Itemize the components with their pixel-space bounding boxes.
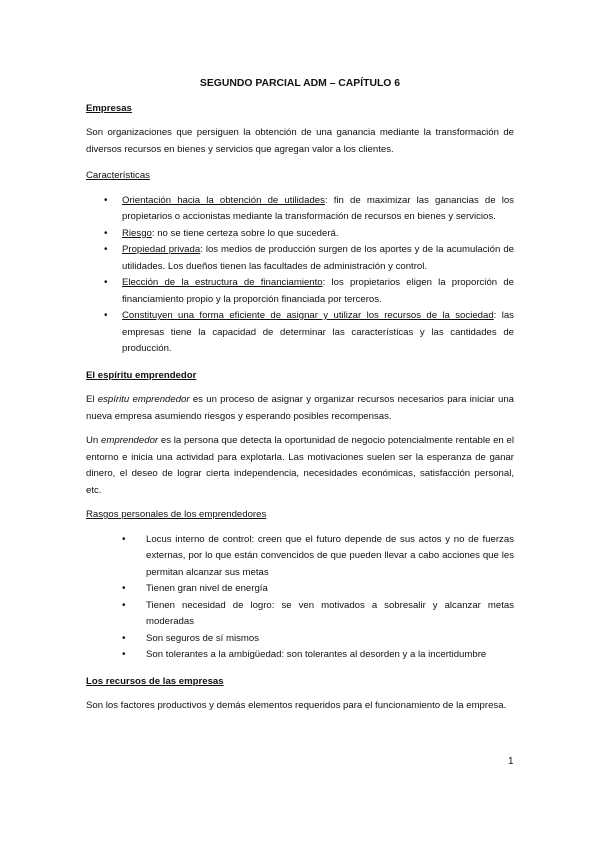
- list-item: [86, 631, 514, 648]
- heading-empresas: Empresas: [86, 102, 132, 114]
- item-text: : los propietarios eligen la proporción de financiamiento propio y la proporción financiada por terceros.: [122, 277, 514, 305]
- bullet-icon: •: [122, 599, 126, 611]
- bullet-icon: •: [104, 244, 108, 255]
- list-item: [86, 532, 514, 582]
- emphasis-term: emprendedor: [101, 435, 159, 446]
- bullet-icon: •: [104, 227, 108, 239]
- item-term: Riesgo: [122, 227, 152, 239]
- item-text: Locus interno de control: creen que el futuro depende de sus actos y no de fuerzas externas, por lo que están convencidos de que pueden llevar a cabo acciones que les permitan alcanzar sus metas: [146, 533, 514, 578]
- item-text: : los medios de producción surgen de los aportes y de la acumulación de utilidades. Los dueños tienen las facultades de administración y control.: [122, 244, 514, 272]
- emphasis-term: espíritu emprendedor: [97, 394, 190, 405]
- list-item: [86, 275, 514, 308]
- item-text: Tienen necesidad de logro: se ven motivados a sobresalir y alcanzar metas moderadas: [146, 599, 514, 627]
- bullet-icon: •: [104, 310, 108, 321]
- paragraph-empresas: Son organizaciones que persiguen la obtención de una ganancia mediante la transformación de diversos recursos en bienes y servicios que agregan valor a los clientes.: [86, 127, 514, 155]
- text-run: El: [86, 394, 98, 405]
- item-text: Son seguros de sí mismos: [146, 632, 260, 644]
- heading-caracteristicas: Características: [86, 170, 150, 181]
- bullet-icon: •: [122, 632, 126, 644]
- page-number: 1: [508, 756, 514, 767]
- item-text: Son tolerantes a la ambigüedad: son tolerantes al desorden y a la incertidumbre: [146, 649, 487, 660]
- item-term: Propiedad privada: [122, 244, 201, 255]
- text-run: es un proceso de asignar y organizar recursos necesarios para iniciar una nueva empresa asumiendo riesgos y esperando posibles recompensas.: [86, 394, 515, 422]
- item-term: Orientación hacia la obtención de utilidades: [122, 194, 325, 206]
- page-content: [86, 76, 514, 715]
- bullet-icon: •: [122, 649, 126, 660]
- heading-espiritu: El espíritu emprendedor: [86, 369, 197, 381]
- list-item: [86, 598, 514, 631]
- heading-recursos: Los recursos de las empresas: [86, 675, 224, 687]
- list-item: [86, 647, 514, 664]
- item-text: : no se tiene certeza sobre lo que sucederá.: [151, 227, 339, 239]
- list-item: [86, 308, 514, 358]
- list-rasgos: [86, 532, 514, 664]
- paragraph-emprendedor: [86, 433, 514, 499]
- item-term: Constituyen una forma eficiente de asignar y utilizar los recursos de la sociedad: [122, 310, 494, 321]
- list-item: [86, 242, 514, 275]
- bullet-icon: •: [122, 533, 126, 545]
- bullet-icon: •: [122, 583, 126, 594]
- bullet-icon: •: [104, 194, 108, 206]
- list-item: [86, 581, 514, 598]
- page-title: SEGUNDO PARCIAL ADM – CAPÍTULO 6: [199, 78, 401, 89]
- item-text: : fin de maximizar las ganancias de los propietarios o accionistas mediante la transformación de recursos en bienes y servicios.: [122, 194, 514, 222]
- item-text: : las empresas tiene la capacidad de determinar las características y las cantidades de producción.: [122, 310, 514, 354]
- heading-rasgos: Rasgos personales de los emprendedores: [86, 509, 267, 520]
- list-caracteristicas: [86, 193, 514, 358]
- text-run: es la persona que detecta la oportunidad de negocio potencialmente rentable en el entorno e inicia una actividad para explotarla. Las motivaciones suelen ser la esperanza de ganar dinero, el deseo de lograr cierta independencia, necesidades económicas, satisfacción personal, etc.: [86, 435, 514, 496]
- bullet-icon: •: [104, 277, 108, 288]
- list-item: [86, 226, 514, 243]
- paragraph-recursos: Son los factores productivos y demás elementos requeridos para el funcionamiento de la empresa.: [86, 700, 507, 711]
- text-run: Un: [86, 435, 102, 446]
- list-item: [86, 193, 514, 226]
- item-text: Tienen gran nivel de energía: [146, 583, 268, 594]
- item-term: Elección de la estructura de financiamiento: [122, 277, 323, 288]
- paragraph-espiritu: [86, 392, 514, 425]
